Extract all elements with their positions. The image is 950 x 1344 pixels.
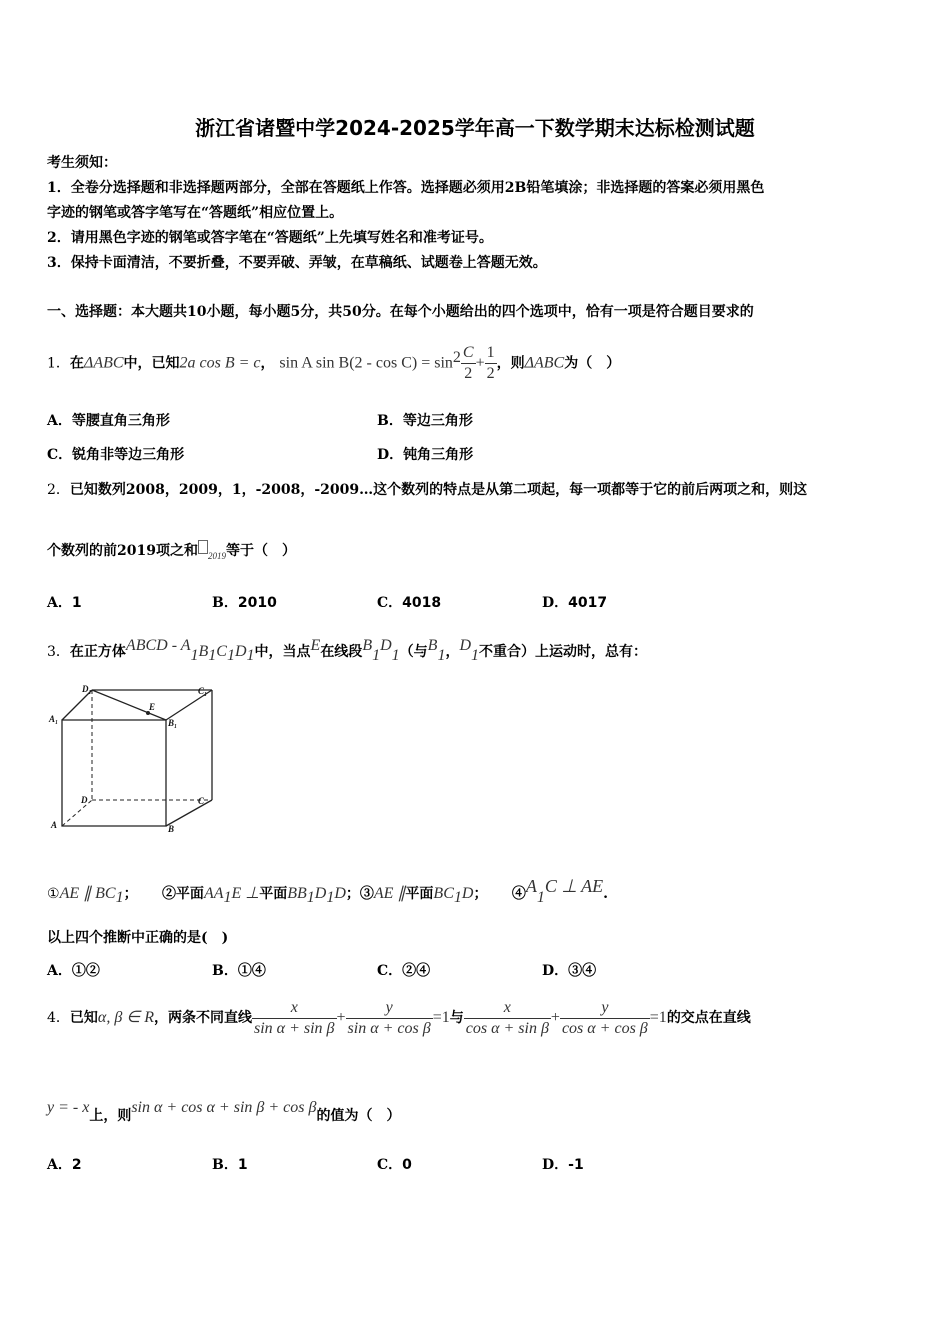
statement-3-text: 平面 <box>405 886 434 902</box>
q1-equation: sin A sin B(2 - cos C) = sin <box>279 354 453 372</box>
frac-numerator: C <box>461 343 476 364</box>
label-d1: D₁ <box>82 684 92 694</box>
q3-option-a[interactable] <box>47 960 100 980</box>
statement-3-math: D <box>461 885 474 902</box>
frac-denominator: sin α + sin β <box>254 1019 335 1037</box>
statement-2-math: D <box>314 885 327 902</box>
q3-option-b[interactable] <box>212 960 266 980</box>
option-label: C． <box>377 963 403 979</box>
q2-subscript: 2019 <box>207 550 226 561</box>
q1-text: 在 <box>69 355 84 372</box>
option-label: B． <box>212 595 238 611</box>
q2-text: 等于（ ） <box>225 543 296 559</box>
statement-4-marker: ④ <box>511 886 526 902</box>
statement-sep: ；③ <box>345 886 374 902</box>
statement-end: . <box>603 886 609 902</box>
q1-text: ，则 <box>496 355 525 372</box>
statement-4-math: C ⊥ AE <box>544 876 604 896</box>
q4-expression: sin α + cos α + sin β + cos β <box>131 1099 317 1116</box>
statement-2-math: D <box>334 885 346 902</box>
q4-option-b[interactable] <box>212 1154 248 1174</box>
label-b1: B₁ <box>168 718 178 728</box>
option-text: ②④ <box>402 963 431 979</box>
q1-condition: 2a cos B = c <box>179 354 261 372</box>
q4-option-d[interactable] <box>542 1154 584 1174</box>
q1-option-d[interactable] <box>377 444 473 464</box>
option-text: 等边三角形 <box>402 413 473 429</box>
q3-text: 在正方体 <box>69 644 126 660</box>
q1-option-b[interactable] <box>377 410 473 430</box>
label-b: B <box>168 824 175 834</box>
q3-cube: B <box>198 643 209 660</box>
statement-sep: ； <box>473 886 488 902</box>
q3-statements: ①AE ∥ $BC_1$； ②平面$AA_1E$ ⊥平面$BB_1D_1D$；③AE ∥平面$BC_1D$； $④A_1C$ ⊥ AE. <box>47 876 609 906</box>
q4-equals: =1 <box>432 1009 450 1026</box>
placeholder-box-icon <box>198 540 208 554</box>
frac-numerator: y <box>346 998 433 1019</box>
q4-number: 4． <box>47 1010 70 1026</box>
q4-text: 已知 <box>69 1010 98 1026</box>
statement-2-math: E ⊥ <box>231 885 260 902</box>
option-label: A． <box>47 595 72 611</box>
q3-point-b1: B <box>427 637 438 654</box>
q2-option-d[interactable] <box>542 592 607 612</box>
q3-segment: D <box>380 637 392 654</box>
q1-option-c[interactable] <box>47 444 184 464</box>
question-4 <box>47 996 751 1040</box>
q3-option-c[interactable] <box>377 960 430 980</box>
question-1 <box>47 336 620 386</box>
notice-line-2: 2．请用黑色字迹的钢笔或答字笔在“答题纸”上先填写姓名和准考证号。 <box>47 230 493 246</box>
q3-point-d1: D <box>459 637 471 654</box>
option-label: A． <box>47 1157 72 1173</box>
q1-fraction-half <box>485 343 497 384</box>
option-text: 2010 <box>237 595 277 611</box>
q4-text: 上，则 <box>89 1108 132 1124</box>
statement-1-math: AE ∥ BC <box>59 885 116 902</box>
question-2 <box>47 479 807 499</box>
q1-plus: + <box>475 354 485 372</box>
q4-frac-4 <box>560 998 650 1039</box>
q2-option-c[interactable] <box>377 592 441 612</box>
frac-numerator: y <box>560 998 650 1019</box>
option-label: A． <box>47 413 72 429</box>
label-a: A <box>51 820 58 830</box>
statement-2-text: ②平面 <box>161 886 204 902</box>
frac-denominator: cos α + cos β <box>561 1019 648 1037</box>
option-text: 钝角三角形 <box>403 447 474 463</box>
q4-text: 的交点在直线 <box>666 1010 751 1026</box>
option-label: B． <box>377 413 403 429</box>
q3-text: 不重合）上运动时，总有： <box>479 644 647 660</box>
label-c: C <box>198 796 205 806</box>
option-label: D． <box>542 1157 569 1173</box>
q3-text: 在线段 <box>320 644 363 660</box>
option-text: ①② <box>71 963 100 979</box>
cube-front-face <box>62 720 166 826</box>
notice-line-1a: 1．全卷分选择题和非选择题两部分，全部在答题纸上作答。选择题必须用2B铅笔填涂；非选择题的答案必须用黑色 <box>47 180 765 196</box>
q1-text: 为（ ） <box>564 355 621 372</box>
frac-denominator: 2 <box>486 365 495 383</box>
q4-text: ，两条不同直线 <box>154 1010 252 1026</box>
q1-triangle: ΔABC <box>524 354 565 372</box>
q2-text: 个数列的前2019项之和 <box>47 543 198 559</box>
cube-figure <box>44 680 219 840</box>
option-text: 4018 <box>402 595 442 611</box>
option-label: A． <box>47 963 72 979</box>
cube-edge <box>62 690 92 720</box>
frac-denominator: sin α + cos β <box>347 1019 431 1037</box>
q1-triangle: ΔABC <box>83 354 124 372</box>
cube-edge <box>166 800 212 826</box>
option-text: ③④ <box>568 963 597 979</box>
option-label: B． <box>212 1157 238 1173</box>
question-3: 3．在正方体ABCD - $A_1B_1C_1D_1$中，当点E在线段$B_1D_1$（与$B_1$，$D_1$不重合）上运动时，总有： <box>47 637 647 664</box>
q3-segment: B <box>362 637 373 654</box>
q3-ask: 以上四个推断中正确的是( ) <box>47 930 229 946</box>
q1-text: ， <box>260 355 275 372</box>
notice-line-3: 3．保持卡面清洁，不要折叠，不要弄破、弄皱，在草稿纸、试题卷上答题无效。 <box>47 255 547 271</box>
q4-option-a[interactable] <box>47 1154 82 1174</box>
q1-fraction-c <box>461 343 476 384</box>
q2-option-b[interactable] <box>212 592 277 612</box>
q3-number: 3． <box>47 644 70 660</box>
option-text: 0 <box>402 1157 412 1173</box>
q1-option-a[interactable] <box>47 410 170 430</box>
section-heading: 一、选择题：本大题共10小题，每小题5分，共50分。在每个小题给出的四个选项中，恰有一项是符合题目要求的 <box>47 304 754 320</box>
frac-denominator: 2 <box>464 365 473 383</box>
q4-text: 与 <box>449 1010 464 1026</box>
label-e: E <box>149 702 156 712</box>
notice-heading: 考生须知： <box>47 155 117 171</box>
option-text: 1 <box>71 595 82 611</box>
option-label: D． <box>542 595 569 611</box>
statement-sep: ； <box>123 886 138 902</box>
notice-line-1b: 字迹的钢笔或答字笔写在“答题纸”相应位置上。 <box>47 205 344 221</box>
option-label: C． <box>377 595 403 611</box>
question-4-cont <box>47 1090 400 1134</box>
label-a1: A₁ <box>49 714 59 724</box>
option-label: B． <box>212 963 238 979</box>
cube-hidden-edge <box>62 800 92 826</box>
option-label: C． <box>47 447 73 463</box>
q2-option-a[interactable] <box>47 592 82 612</box>
frac-numerator: x <box>464 998 551 1019</box>
option-text: 4017 <box>568 595 608 611</box>
q3-point-e: E <box>310 637 321 654</box>
question-2-cont <box>47 540 296 561</box>
q1-text: 中，已知 <box>123 355 180 372</box>
q1-number: 1． <box>47 355 70 372</box>
statement-2-text: 平面 <box>259 886 288 902</box>
option-text: 锐角非等边三角形 <box>72 447 185 463</box>
statement-2-math: BB <box>287 885 307 902</box>
option-label: C． <box>377 1157 403 1173</box>
q4-line: y = - x <box>47 1099 90 1116</box>
option-text: -1 <box>568 1157 584 1173</box>
label-c1: C₁ <box>198 686 208 696</box>
statement-3-math: BC <box>433 885 454 902</box>
statement-2-math: AA <box>203 885 224 902</box>
q1-square: 2 <box>452 349 461 366</box>
statement-4-math: A <box>525 876 537 896</box>
q2-number: 2． <box>47 482 70 498</box>
option-text: 1 <box>237 1157 248 1173</box>
label-d: D <box>81 795 88 805</box>
q3-text: ， <box>445 644 460 660</box>
option-text: 等腰直角三角形 <box>71 413 170 429</box>
q4-plus: + <box>550 1009 560 1026</box>
option-label: D． <box>542 963 569 979</box>
q4-plus: + <box>336 1009 346 1026</box>
q4-frac-3 <box>464 998 551 1039</box>
q4-option-c[interactable] <box>377 1154 412 1174</box>
q4-text: 的值为（ ） <box>316 1108 401 1124</box>
q3-text: 中，当点 <box>254 644 311 660</box>
option-label: D． <box>377 447 404 463</box>
frac-numerator: 1 <box>485 343 497 364</box>
q4-variables: α, β ∈ R <box>97 1009 154 1026</box>
page-title: 浙江省诸暨中学2024-2025学年高一下数学期末达标检测试题 <box>195 116 755 140</box>
statement-1-marker: ① <box>47 886 60 902</box>
q2-text: 已知数列2008，2009，1，-2008，-2009…这个数列的特点是从第二项起，每一项都等于它的前后两项之和，则这 <box>69 482 808 498</box>
q3-option-d[interactable] <box>542 960 596 980</box>
q4-equals: =1 <box>649 1009 667 1026</box>
frac-denominator: cos α + sin β <box>465 1019 549 1037</box>
option-text: ①④ <box>237 963 266 979</box>
statement-3-math: AE ∥ <box>373 885 406 902</box>
frac-numerator: x <box>252 998 337 1019</box>
q4-frac-1 <box>252 998 337 1039</box>
q3-text: （与 <box>399 644 428 660</box>
q3-cube: ABCD - A <box>125 637 191 654</box>
q4-frac-2 <box>346 998 433 1039</box>
option-text: 2 <box>71 1157 82 1173</box>
